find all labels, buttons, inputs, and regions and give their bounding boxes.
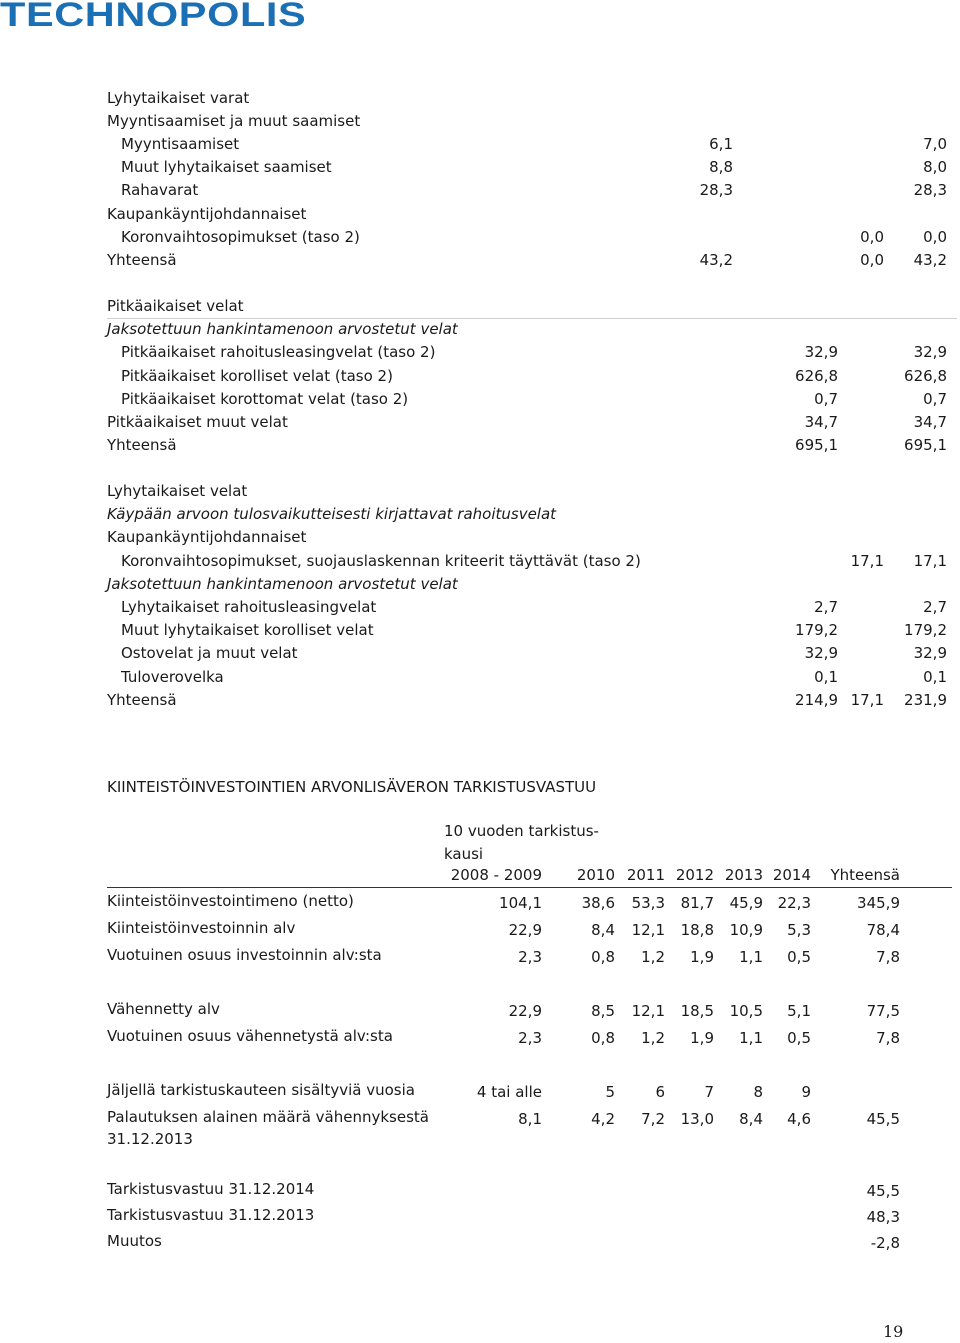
- vat-cell: 7,2: [641, 1110, 665, 1128]
- table2-cell-c1: 34,7: [804, 413, 838, 431]
- vat-summary-value: 45,5: [866, 1182, 900, 1200]
- vat-cell: 8,4: [591, 921, 615, 939]
- vat-cell: 8,1: [518, 1110, 542, 1128]
- table2-row-label: Jaksotettuun hankintamenoon arvostetut velat: [107, 320, 458, 338]
- table1-cell-c3: 8,0: [923, 158, 947, 176]
- vat-cell: 0,8: [591, 1029, 615, 1047]
- vat-cell: 345,9: [857, 894, 900, 912]
- company-logo: TECHNOPOLIS: [0, 0, 307, 34]
- vat-cell: 12,1: [631, 921, 665, 939]
- vat-column-header: 2011: [626, 866, 665, 884]
- table3-row-label: Jaksotettuun hankintamenoon arvostetut velat: [107, 575, 458, 593]
- table3-row-label: Muut lyhytaikaiset korolliset velat: [121, 621, 374, 639]
- table1-row-label: Yhteensä: [107, 251, 177, 269]
- table3-cell-c1: 0,1: [814, 668, 838, 686]
- table3-cell-c3: 179,2: [904, 621, 947, 639]
- vat-cell: 5,1: [787, 1002, 811, 1020]
- vat-cell: 1,9: [690, 1029, 714, 1047]
- table3-row-label: Koronvaihtosopimukset, suojauslaskennan kriteerit täyttävät (taso 2): [121, 552, 641, 570]
- table3-row-label: Käypään arvoon tulosvaikutteisesti kirjattavat rahoitusvelat: [107, 505, 557, 523]
- table3-row-label: Tuloverovelka: [121, 668, 224, 686]
- table1-cell-c1: 6,1: [709, 135, 733, 153]
- page-number: 19: [883, 1322, 904, 1341]
- table2-row-label: Yhteensä: [107, 436, 177, 454]
- vat-column-header: 2014: [772, 866, 811, 884]
- vat-column-header: 2013: [724, 866, 763, 884]
- vat-cell: 53,3: [631, 894, 665, 912]
- vat-cell: 5: [605, 1083, 615, 1101]
- vat-cell: 45,5: [866, 1110, 900, 1128]
- table1-row-label: Kaupankäyntijohdannaiset: [107, 205, 307, 223]
- table2-row-label: Pitkäaikaiset velat: [107, 297, 244, 315]
- vat-cell: 104,1: [499, 894, 542, 912]
- table2-cell-c1: 626,8: [795, 367, 838, 385]
- vat-cell: 0,5: [787, 948, 811, 966]
- table2-cell-c3: 695,1: [904, 436, 947, 454]
- vat-column-header: Yhteensä: [830, 866, 900, 884]
- vat-cell: 8,5: [591, 1002, 615, 1020]
- table1-cell-c3: 7,0: [923, 135, 947, 153]
- vat-row-label: Vuotuinen osuus vähennetystä alv:sta: [107, 1027, 393, 1045]
- table3-cell-c1: 214,9: [795, 691, 838, 709]
- table3-cell-c1: 32,9: [804, 644, 838, 662]
- vat-row-label: Vuotuinen osuus investoinnin alv:sta: [107, 946, 382, 964]
- table2-cell-c1: 32,9: [804, 343, 838, 361]
- vat-cell: 9: [801, 1083, 811, 1101]
- vat-cell: 45,9: [729, 894, 763, 912]
- table2-row-label: Pitkäaikaiset korottomat velat (taso 2): [121, 390, 409, 408]
- vat-cell: 8: [753, 1083, 763, 1101]
- table2-cell-c3: 0,7: [923, 390, 947, 408]
- vat-column-header: 2012: [675, 866, 714, 884]
- table2-row-label: Pitkäaikaiset rahoitusleasingvelat (taso 2): [121, 343, 436, 361]
- table3-cell-c1: 2,7: [814, 598, 838, 616]
- vat-cell: 12,1: [631, 1002, 665, 1020]
- vat-cell: 7,8: [876, 1029, 900, 1047]
- table3-cell-c2: 17,1: [850, 691, 884, 709]
- vat-cell: 1,1: [739, 948, 763, 966]
- vat-column-header: 2010: [576, 866, 615, 884]
- vat-cell: 0,5: [787, 1029, 811, 1047]
- table3-row-label: Yhteensä: [107, 691, 177, 709]
- vat-row-label: Kiinteistöinvestointimeno (netto): [107, 892, 354, 910]
- vat-cell: 1,9: [690, 948, 714, 966]
- vat-summary-value: -2,8: [870, 1234, 900, 1252]
- vat-cell: 4 tai alle: [476, 1083, 542, 1101]
- table2-row-label: Pitkäaikaiset muut velat: [107, 413, 288, 431]
- vat-cell: 5,3: [787, 921, 811, 939]
- vat-summary-label: Muutos: [107, 1232, 162, 1250]
- table1-cell-c1: 8,8: [709, 158, 733, 176]
- vat-section-title: KIINTEISTÖINVESTOINTIEN ARVONLISÄVERON TARKISTUSVASTUU: [107, 778, 597, 796]
- table3-cell-c2: 17,1: [850, 552, 884, 570]
- table3-cell-c3: 0,1: [923, 668, 947, 686]
- table3-cell-c3: 32,9: [913, 644, 947, 662]
- vat-row-label: Kiinteistöinvestoinnin alv: [107, 919, 296, 937]
- table3-cell-c3: 231,9: [904, 691, 947, 709]
- vat-cell: 4,2: [591, 1110, 615, 1128]
- vat-cell: 22,9: [508, 921, 542, 939]
- vat-cell: 81,7: [680, 894, 714, 912]
- vat-cell: 1,2: [641, 948, 665, 966]
- table3-row-label: Lyhytaikaiset rahoitusleasingvelat: [121, 598, 377, 616]
- vat-column-header: 2008 - 2009: [450, 866, 542, 884]
- vat-cell: 4,6: [787, 1110, 811, 1128]
- period-header-line1: 10 vuoden tarkistus-: [444, 822, 599, 840]
- vat-cell: 22,9: [508, 1002, 542, 1020]
- table1-cell-c3: 28,3: [913, 181, 947, 199]
- vat-cell: 7: [704, 1083, 714, 1101]
- vat-cell: 18,8: [680, 921, 714, 939]
- vat-cell: 78,4: [866, 921, 900, 939]
- vat-row-label: Vähennetty alv: [107, 1000, 220, 1018]
- vat-cell: 10,5: [729, 1002, 763, 1020]
- vat-cell: 1,2: [641, 1029, 665, 1047]
- vat-cell: 22,3: [777, 894, 811, 912]
- table3-cell-c1: 179,2: [795, 621, 838, 639]
- table2-row-label: Pitkäaikaiset korolliset velat (taso 2): [121, 367, 393, 385]
- vat-summary-value: 48,3: [866, 1208, 900, 1226]
- vat-cell: 0,8: [591, 948, 615, 966]
- table1-row-label: Rahavarat: [121, 181, 199, 199]
- vat-cell: 2,3: [518, 948, 542, 966]
- table2-cell-c1: 0,7: [814, 390, 838, 408]
- vat-summary-label: Tarkistusvastuu 31.12.2014: [107, 1180, 315, 1198]
- vat-cell: 8,4: [739, 1110, 763, 1128]
- vat-cell: 13,0: [680, 1110, 714, 1128]
- table1-cell-c2: 0,0: [860, 251, 884, 269]
- vat-cell: 77,5: [866, 1002, 900, 1020]
- table1-row-label: Koronvaihtosopimukset (taso 2): [121, 228, 360, 246]
- vat-row-label: Jäljellä tarkistuskauteen sisältyviä vuosia: [107, 1081, 415, 1099]
- table3-row-label: Lyhytaikaiset velat: [107, 482, 248, 500]
- table2-cell-c1: 695,1: [795, 436, 838, 454]
- table3-row-label: Kaupankäyntijohdannaiset: [107, 528, 307, 546]
- table1-cell-c3: 43,2: [913, 251, 947, 269]
- table3-cell-c3: 17,1: [913, 552, 947, 570]
- vat-summary-label: Tarkistusvastuu 31.12.2013: [107, 1206, 315, 1224]
- table-rule: [107, 318, 957, 319]
- vat-header-rule: [107, 887, 952, 888]
- table1-cell-c1: 28,3: [699, 181, 733, 199]
- table2-cell-c3: 626,8: [904, 367, 947, 385]
- vat-row-label: Palautuksen alainen määrä vähennyksestä: [107, 1108, 429, 1126]
- table1-row-label: Muut lyhytaikaiset saamiset: [121, 158, 332, 176]
- table1-cell-c3: 0,0: [923, 228, 947, 246]
- vat-cell: 6: [655, 1083, 665, 1101]
- vat-cell: 18,5: [680, 1002, 714, 1020]
- table2-cell-c3: 32,9: [913, 343, 947, 361]
- period-header-line2: kausi: [444, 845, 484, 863]
- table1-row-label: Myyntisaamiset ja muut saamiset: [107, 112, 361, 130]
- table3-cell-c3: 2,7: [923, 598, 947, 616]
- table2-cell-c3: 34,7: [913, 413, 947, 431]
- vat-row-label-continued: 31.12.2013: [107, 1130, 193, 1148]
- vat-cell: 10,9: [729, 921, 763, 939]
- table3-row-label: Ostovelat ja muut velat: [121, 644, 298, 662]
- vat-cell: 38,6: [581, 894, 615, 912]
- vat-cell: 2,3: [518, 1029, 542, 1047]
- vat-cell: 1,1: [739, 1029, 763, 1047]
- table1-row-label: Lyhytaikaiset varat: [107, 89, 250, 107]
- table1-cell-c2: 0,0: [860, 228, 884, 246]
- table1-row-label: Myyntisaamiset: [121, 135, 240, 153]
- vat-cell: 7,8: [876, 948, 900, 966]
- table1-cell-c1: 43,2: [699, 251, 733, 269]
